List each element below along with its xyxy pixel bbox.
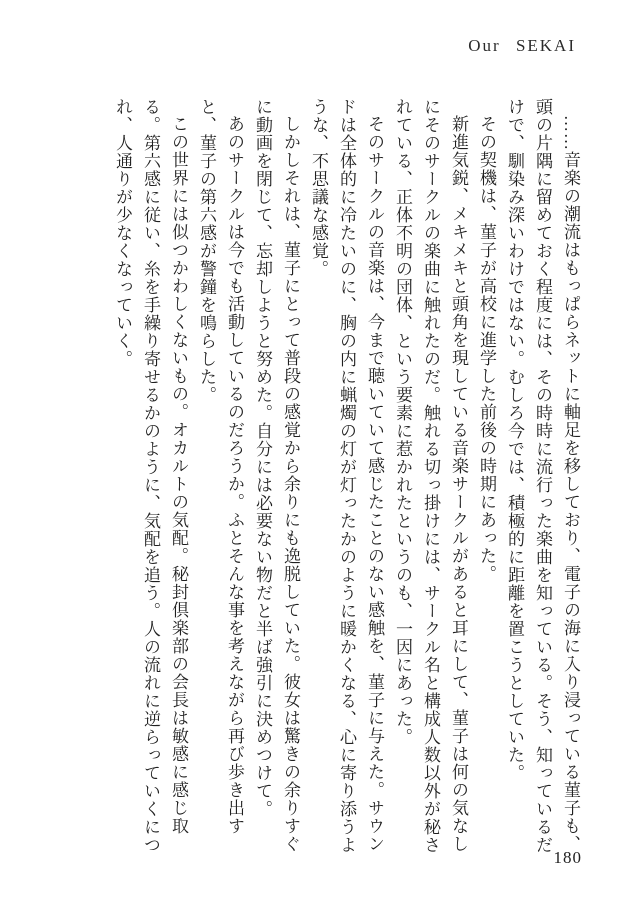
paragraph-4: そのサークルの音楽は、今まで聴いていて感じたことのない感触を、菫子に与えた。サウンドは全体的に冷たいのに、胸の内に蝋燭の灯が灯ったかのように暖かくなる、心に寄り添うような、不思議な感覚。 — [309, 98, 384, 854]
paragraph-1: ……音楽の潮流はもっぱらネットに軸足を移しており、電子の海に入り浸っている菫子も、頭の片隅に留めておく程度には、その時時に流行った楽曲を知っている。そう、知っているだけで、馴染み深いわけではない。むしろ今では、積極的に距離を置こうとしていた。 — [505, 98, 580, 854]
paragraph-6: あのサークルは今でも活動しているのだろうか。ふとそんな事を考えながら再び歩き出すと、菫子の第六感が警鐘を鳴らした。 — [197, 98, 244, 835]
paragraph-2: その契機は、菫子が高校に進学した前後の時期にあった。 — [477, 115, 496, 583]
running-header: Our SEKAI — [468, 36, 576, 55]
body-text — [108, 98, 584, 858]
paragraph-5: しかしそれは、菫子にとって普段の感覚から余りにも逸脱していた。彼女は驚きの余りすぐに動画を閉じて、忘却しようと努めた。自分には必要ない物だと半ば強引に決めつけて。 — [253, 98, 300, 853]
page-number: 180 — [553, 848, 582, 867]
paragraph-3: 新進気鋭、メキメキと頭角を現している音楽サークルがあると耳にして、菫子は何の気なしにそのサークルの楽曲に触れたのだ。触れる切っ掛けには、サークル名と構成人数以外が秘されている、正体不明の団体、という要素に惹かれたというのも、一因にあった。 — [393, 98, 468, 854]
paragraph-7: この世界には似つかわしくないもの。オカルトの気配。秘封倶楽部の会長は敏感に感じ取る。第六感に従い、糸を手繰り寄せるかのように、気配を追う。人の流れに逆らっていくにつれ、人通りが少なくなっていく。 — [113, 98, 188, 854]
